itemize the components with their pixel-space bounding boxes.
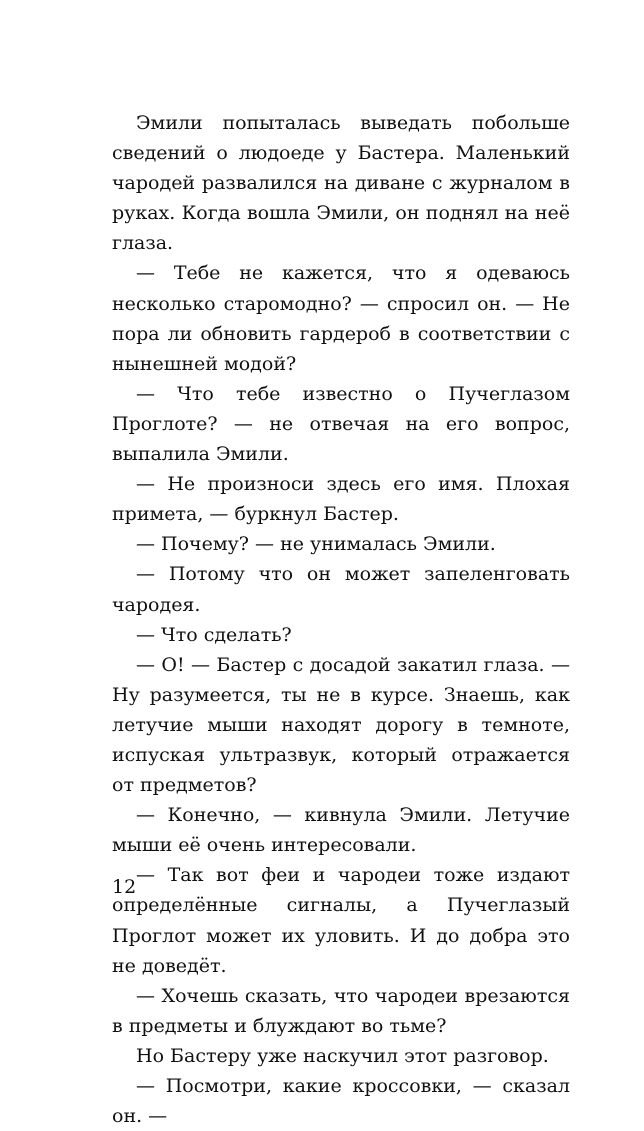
- paragraph: — Посмотри, какие кроссовки, — сказал он. —: [112, 1075, 570, 1128]
- paragraph: Эмили попыталась выведать побольше сведений о людоеде у Бастера. Маленький чародей развалился на диване с журналом в руках. Когда вошла Эмили, он поднял на неё глаза.: [112, 112, 570, 255]
- paragraph: — Тебе не кажется, что я одеваюсь несколько старомодно? — спросил он. — Не пора ли обновить гардероб в соответствии с нынешней модой?: [112, 262, 570, 375]
- paragraph: — Потому что он может запеленговать чародея.: [112, 563, 570, 616]
- paragraph: — Не произноси здесь его имя. Плохая примета, — буркнул Бастер.: [112, 473, 570, 526]
- paragraph: — Что сделать?: [136, 623, 292, 646]
- paragraph: — О! — Бастер с досадой закатил глаза. — Ну разумеется, ты не в курсе. Знаешь, как летучие мыши находят дорогу в темноте, испуская ультразвук, который отражается от предметов?: [112, 653, 570, 797]
- paragraph: — Так вот феи и чародеи тоже издают определённые сигналы, а Пучеглазый Проглот может их уловить. И до добра это не доведёт.: [112, 864, 570, 977]
- paragraph: Но Бастеру уже наскучил этот разговор.: [136, 1044, 549, 1067]
- paragraph: — Что тебе известно о Пучеглазом Проглоте? — не отвечая на его вопрос, выпалила Эмили.: [112, 382, 570, 466]
- paragraph: — Почему? — не унималась Эмили.: [136, 533, 496, 556]
- paragraph: — Конечно, — кивнула Эмили. Летучие мыши её очень интересовали.: [112, 804, 570, 857]
- paragraph: — Хочешь сказать, что чародеи врезаются в предметы и блуждают во тьме?: [112, 984, 570, 1037]
- page-number: 12: [112, 876, 137, 898]
- body-text: [112, 108, 570, 1131]
